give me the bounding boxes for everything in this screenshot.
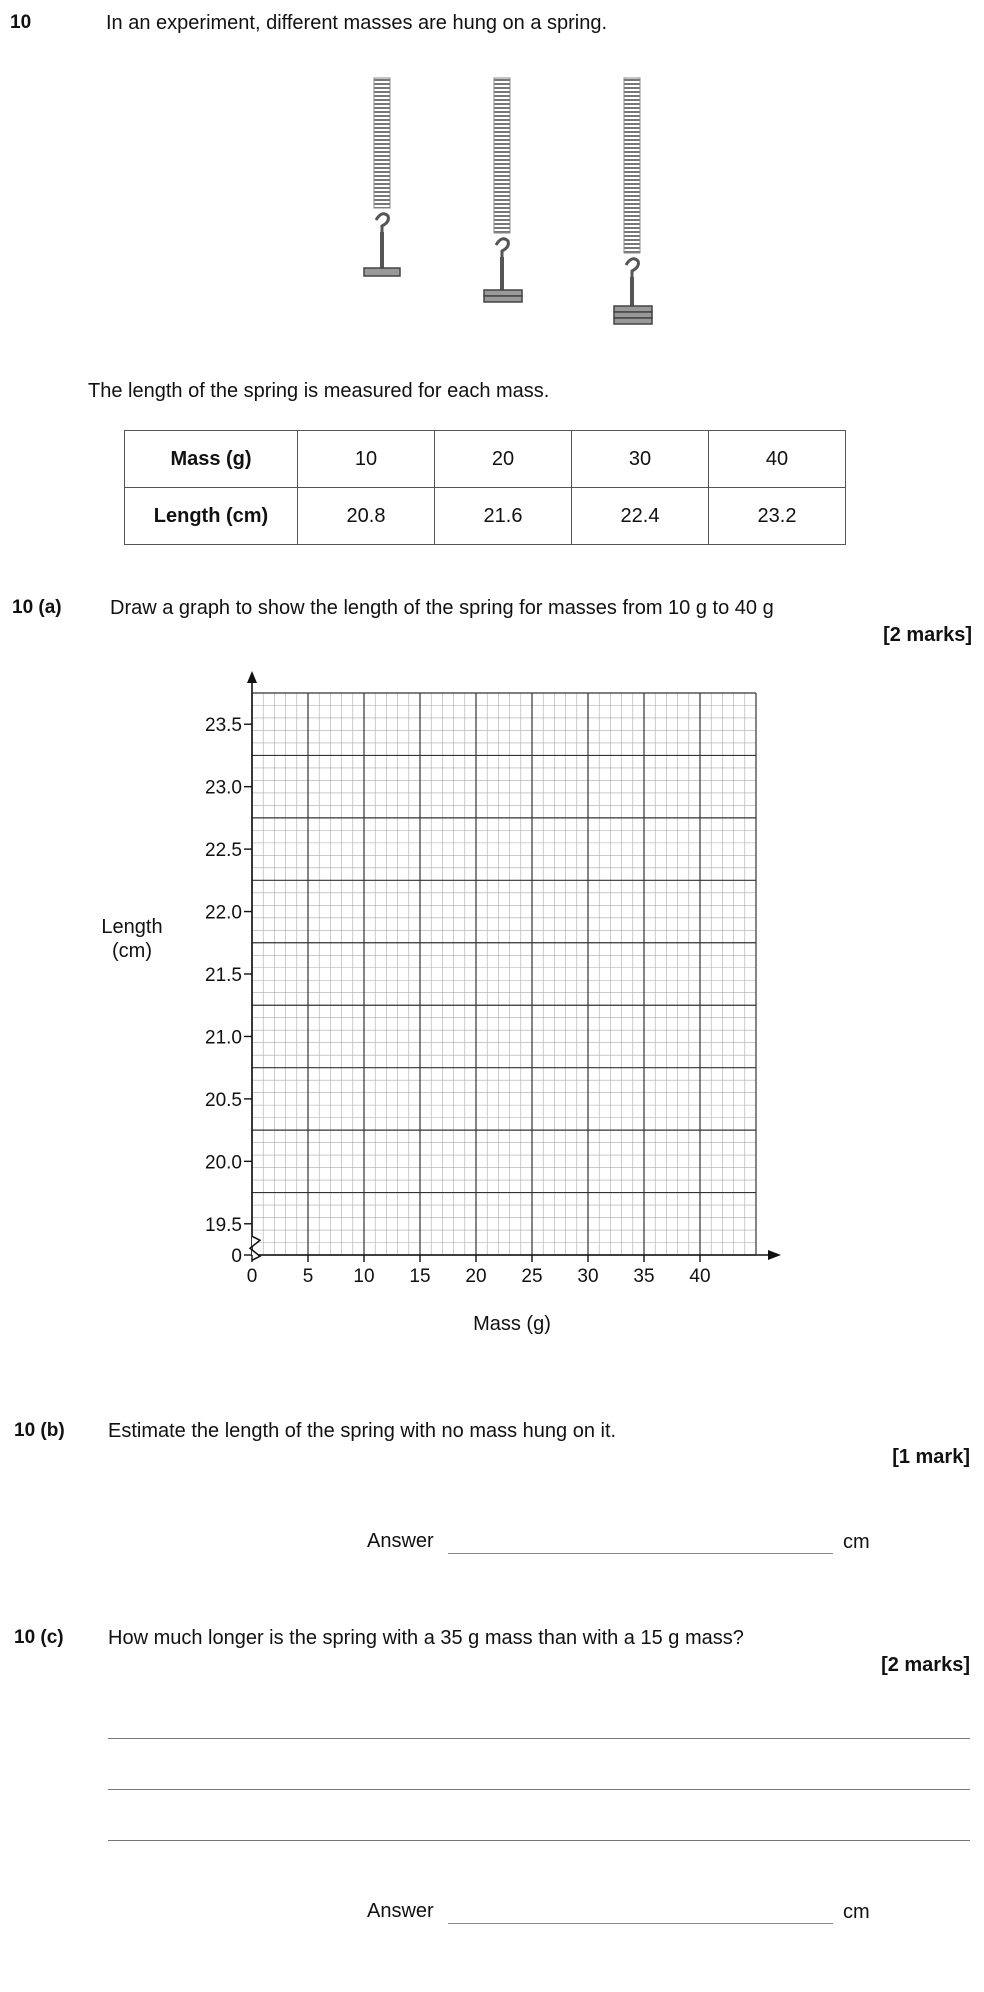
y-tick-label: 21.0 <box>205 1027 242 1049</box>
springs-illustration <box>350 70 690 335</box>
table-header-length: Length (cm) <box>125 488 298 545</box>
x-tick-label: 10 <box>353 1266 375 1287</box>
data-table <box>124 430 846 545</box>
y-tick-label: 20.0 <box>205 1152 242 1174</box>
table-cell: 20.8 <box>298 488 435 545</box>
grid-major-lines <box>252 693 756 1255</box>
x-tick-label: 15 <box>409 1266 431 1287</box>
y-tick-label: 22.0 <box>205 902 242 924</box>
y-tick-label: 23.5 <box>205 715 242 737</box>
x-tick-label: 20 <box>465 1266 487 1287</box>
part-c-working-line-1[interactable] <box>108 1738 970 1739</box>
graph-axes <box>247 671 781 1260</box>
x-tick-label: 5 <box>302 1266 314 1287</box>
table-cell: 23.2 <box>709 488 846 545</box>
part-c-text: How much longer is the spring with a 35 g mass than with a 15 g mass? <box>108 1627 744 1649</box>
spring-3 <box>614 78 652 324</box>
question-intro: In an experiment, different masses are hung on a spring. <box>106 12 608 34</box>
x-tick-label: 0 <box>246 1266 258 1287</box>
part-b-unit: cm <box>843 1531 870 1553</box>
spring-1 <box>364 78 400 276</box>
part-c-working-line-3[interactable] <box>108 1840 970 1841</box>
y-tick-label: 20.5 <box>205 1089 242 1111</box>
part-c-answer-field[interactable] <box>448 1923 833 1924</box>
measure-text: The length of the spring is measured for each mass. <box>88 380 550 402</box>
part-c-marks: [2 marks] <box>881 1654 970 1676</box>
y-axis-ticks <box>205 715 252 1267</box>
y-axis-arrow <box>247 671 257 683</box>
part-b-text: Estimate the length of the spring with no mass hung on it. <box>108 1420 617 1442</box>
part-b-label: 10 (b) <box>14 1420 65 1441</box>
table-cell: 20 <box>435 431 572 488</box>
table-cell: 30 <box>572 431 709 488</box>
grid-minor-lines <box>252 693 756 1255</box>
part-a-marks: [2 marks] <box>883 624 972 646</box>
x-axis-arrow <box>768 1250 781 1260</box>
table-cell: 40 <box>709 431 846 488</box>
part-c-answer-label: Answer <box>367 1900 434 1922</box>
x-tick-label: 25 <box>521 1266 543 1287</box>
y-tick-label: 22.5 <box>205 840 242 862</box>
x-tick-label: 40 <box>689 1266 711 1287</box>
table-cell: 22.4 <box>572 488 709 545</box>
graph-grid[interactable] <box>0 655 984 1355</box>
table-cell: 10 <box>298 431 435 488</box>
question-number: 10 <box>10 12 32 33</box>
part-c-working-line-2[interactable] <box>108 1789 970 1790</box>
part-b-answer-label: Answer <box>367 1530 434 1552</box>
x-axis-label: Mass (g) <box>473 1313 551 1335</box>
y-axis-label-line1: Length <box>101 916 163 938</box>
table-row-mass <box>125 431 846 488</box>
y-axis-label-line2: (cm) <box>112 940 152 962</box>
part-b-marks: [1 mark] <box>892 1446 970 1468</box>
part-b-answer-field[interactable] <box>448 1553 833 1554</box>
table-header-mass: Mass (g) <box>125 431 298 488</box>
table-row-length <box>125 488 846 545</box>
x-tick-label: 30 <box>577 1266 599 1287</box>
y-tick-label: 21.5 <box>205 965 242 986</box>
spring-2 <box>484 78 522 302</box>
part-a-text: Draw a graph to show the length of the spring for masses from 10 g to 40 g <box>110 597 774 619</box>
y-tick-label: 0 <box>231 1246 242 1267</box>
part-c-unit: cm <box>843 1901 870 1923</box>
y-tick-label: 23.0 <box>205 777 242 799</box>
part-c-label: 10 (c) <box>14 1627 64 1648</box>
table-cell: 21.6 <box>435 488 572 545</box>
x-axis-ticks <box>247 1255 711 1287</box>
x-tick-label: 35 <box>633 1266 655 1287</box>
part-a-label: 10 (a) <box>12 597 62 618</box>
y-tick-label: 19.5 <box>205 1214 242 1236</box>
